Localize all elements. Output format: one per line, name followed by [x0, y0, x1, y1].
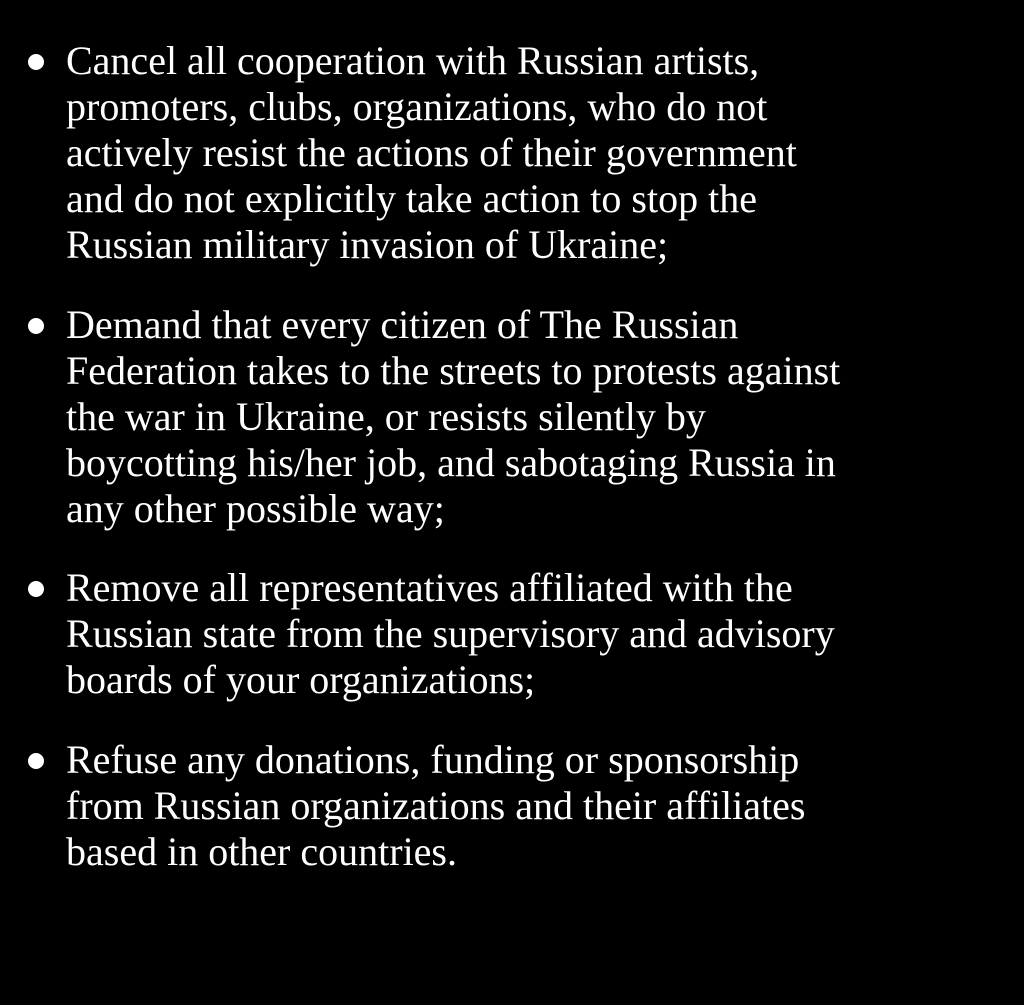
text-line: promoters, clubs, organizations, who do not	[66, 84, 768, 129]
list-item-text	[66, 302, 1016, 532]
text-line: actively resist the actions of their government	[66, 130, 797, 175]
text-line: Cancel all cooperation with Russian artists,	[66, 38, 760, 83]
text-line: Federation takes to the streets to protests against	[66, 348, 841, 393]
bullet-icon	[28, 753, 44, 769]
list-item-text	[66, 38, 1016, 268]
text-line: Refuse any donations, funding or sponsorship	[66, 737, 800, 782]
text-line: Demand that every citizen of The Russian	[66, 302, 739, 347]
text-line: Russian military invasion of Ukraine;	[66, 222, 669, 267]
text-line: based in other countries.	[66, 829, 457, 874]
list-item-text	[66, 565, 1016, 703]
text-line: the war in Ukraine, or resists silently by	[66, 394, 706, 439]
text-line: from Russian organizations and their affiliates	[66, 783, 806, 828]
text-line: Remove all representatives affiliated with the	[66, 565, 793, 610]
text-line: any other possible way;	[66, 486, 445, 531]
text-line: and do not explicitly take action to stop the	[66, 176, 757, 221]
text-line: Russian state from the supervisory and advisory	[66, 611, 835, 656]
list-item-text	[66, 737, 1016, 875]
bullet-icon	[28, 581, 44, 597]
bullet-icon	[28, 54, 44, 70]
bullet-icon	[28, 318, 44, 334]
text-line: boards of your organizations;	[66, 657, 536, 702]
text-line: boycotting his/her job, and sabotaging Russia in	[66, 440, 836, 485]
